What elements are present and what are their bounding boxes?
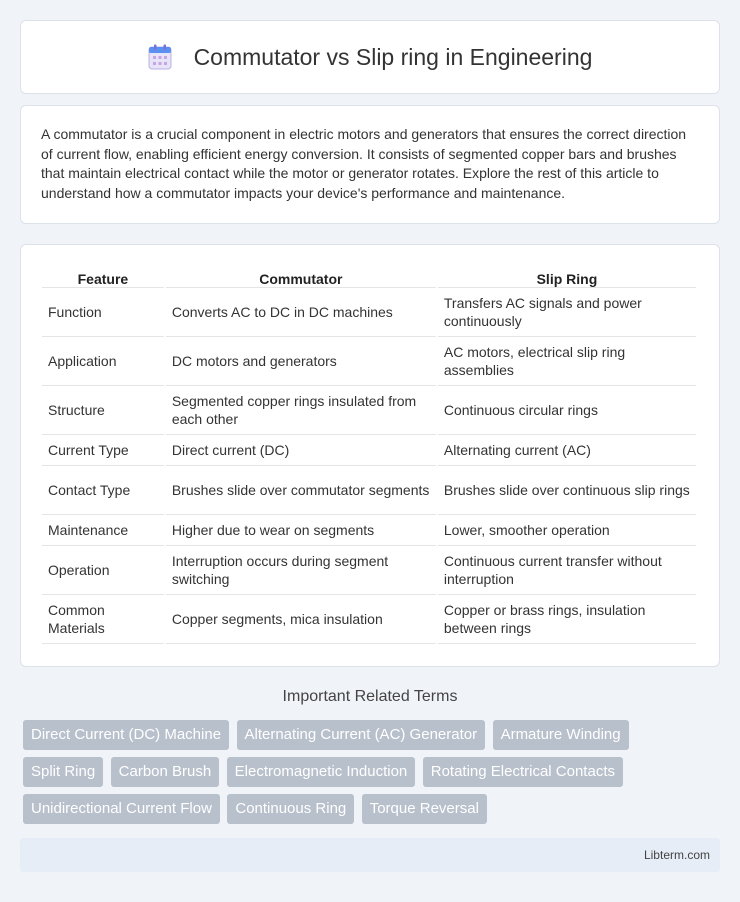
cell-feature: Application — [42, 337, 164, 386]
cell-commutator: Copper segments, mica insulation — [166, 595, 436, 644]
related-term-tag[interactable]: Torque Reversal — [362, 794, 487, 824]
table-row — [42, 466, 696, 515]
comparison-table — [40, 263, 698, 644]
title-card — [20, 20, 720, 94]
cell-feature: Contact Type — [42, 466, 164, 515]
cell-commutator: Converts AC to DC in DC machines — [166, 288, 436, 337]
cell-slip-ring: Lower, smoother operation — [438, 515, 696, 546]
footer-site-link[interactable]: Libterm.com — [643, 848, 710, 862]
cell-commutator: Direct current (DC) — [166, 435, 436, 466]
related-term-tag[interactable]: Carbon Brush — [111, 757, 220, 787]
related-term-tag[interactable]: Alternating Current (AC) Generator — [237, 720, 486, 750]
cell-slip-ring: Copper or brass rings, insulation between rings — [438, 595, 696, 644]
table-row — [42, 435, 696, 466]
cell-slip-ring: Brushes slide over continuous slip rings — [438, 466, 696, 515]
table-header-row — [42, 263, 696, 288]
cell-commutator: Brushes slide over commutator segments — [166, 466, 436, 515]
cell-feature: Maintenance — [42, 515, 164, 546]
footer — [20, 838, 720, 872]
cell-slip-ring: Alternating current (AC) — [438, 435, 696, 466]
related-term-tag[interactable]: Continuous Ring — [227, 794, 354, 824]
page-title: Commutator vs Slip ring in Engineering — [193, 43, 593, 70]
cell-feature: Operation — [42, 546, 164, 595]
cell-commutator: Segmented copper rings insulated from each other — [166, 386, 436, 435]
header-commutator: Commutator — [166, 263, 436, 288]
header-slip-ring: Slip Ring — [438, 263, 696, 288]
cell-feature: Common Materials — [42, 595, 164, 644]
cell-feature: Structure — [42, 386, 164, 435]
cell-slip-ring: Transfers AC signals and power continuously — [438, 288, 696, 337]
table-row — [42, 546, 696, 595]
related-terms-title: Important Related Terms — [282, 688, 458, 705]
cell-slip-ring: AC motors, electrical slip ring assemblies — [438, 337, 696, 386]
related-terms-list — [23, 720, 713, 831]
header-feature: Feature — [42, 263, 164, 288]
related-term-tag[interactable]: Rotating Electrical Contacts — [423, 757, 623, 787]
table-row — [42, 595, 696, 644]
table-row — [42, 337, 696, 386]
cell-commutator: DC motors and generators — [166, 337, 436, 386]
comparison-card — [20, 244, 720, 667]
cell-commutator: Interruption occurs during segment switching — [166, 546, 436, 595]
related-term-tag[interactable]: Unidirectional Current Flow — [23, 794, 220, 824]
related-term-tag[interactable]: Electromagnetic Induction — [227, 757, 416, 787]
cell-feature: Current Type — [42, 435, 164, 466]
table-row — [42, 386, 696, 435]
intro-text: A commutator is a crucial component in electric motors and generators that ensures the correct direction of current flow, enabling efficient energy conversion. It consists of segmented copper bars and brushes that maintain electrical contact while the motor or generator rotates. Explore the rest of this article to understand how a commutator impacts your device's performance and maintenance. — [41, 126, 687, 201]
related-term-tag[interactable]: Split Ring — [23, 757, 103, 787]
cell-slip-ring: Continuous current transfer without interruption — [438, 546, 696, 595]
intro-card — [20, 105, 720, 224]
calendar-icon — [148, 44, 172, 70]
related-term-tag[interactable]: Direct Current (DC) Machine — [23, 720, 229, 750]
cell-feature: Function — [42, 288, 164, 337]
table-row — [42, 515, 696, 546]
cell-slip-ring: Continuous circular rings — [438, 386, 696, 435]
table-row — [42, 288, 696, 337]
cell-commutator: Higher due to wear on segments — [166, 515, 436, 546]
related-term-tag[interactable]: Armature Winding — [493, 720, 629, 750]
